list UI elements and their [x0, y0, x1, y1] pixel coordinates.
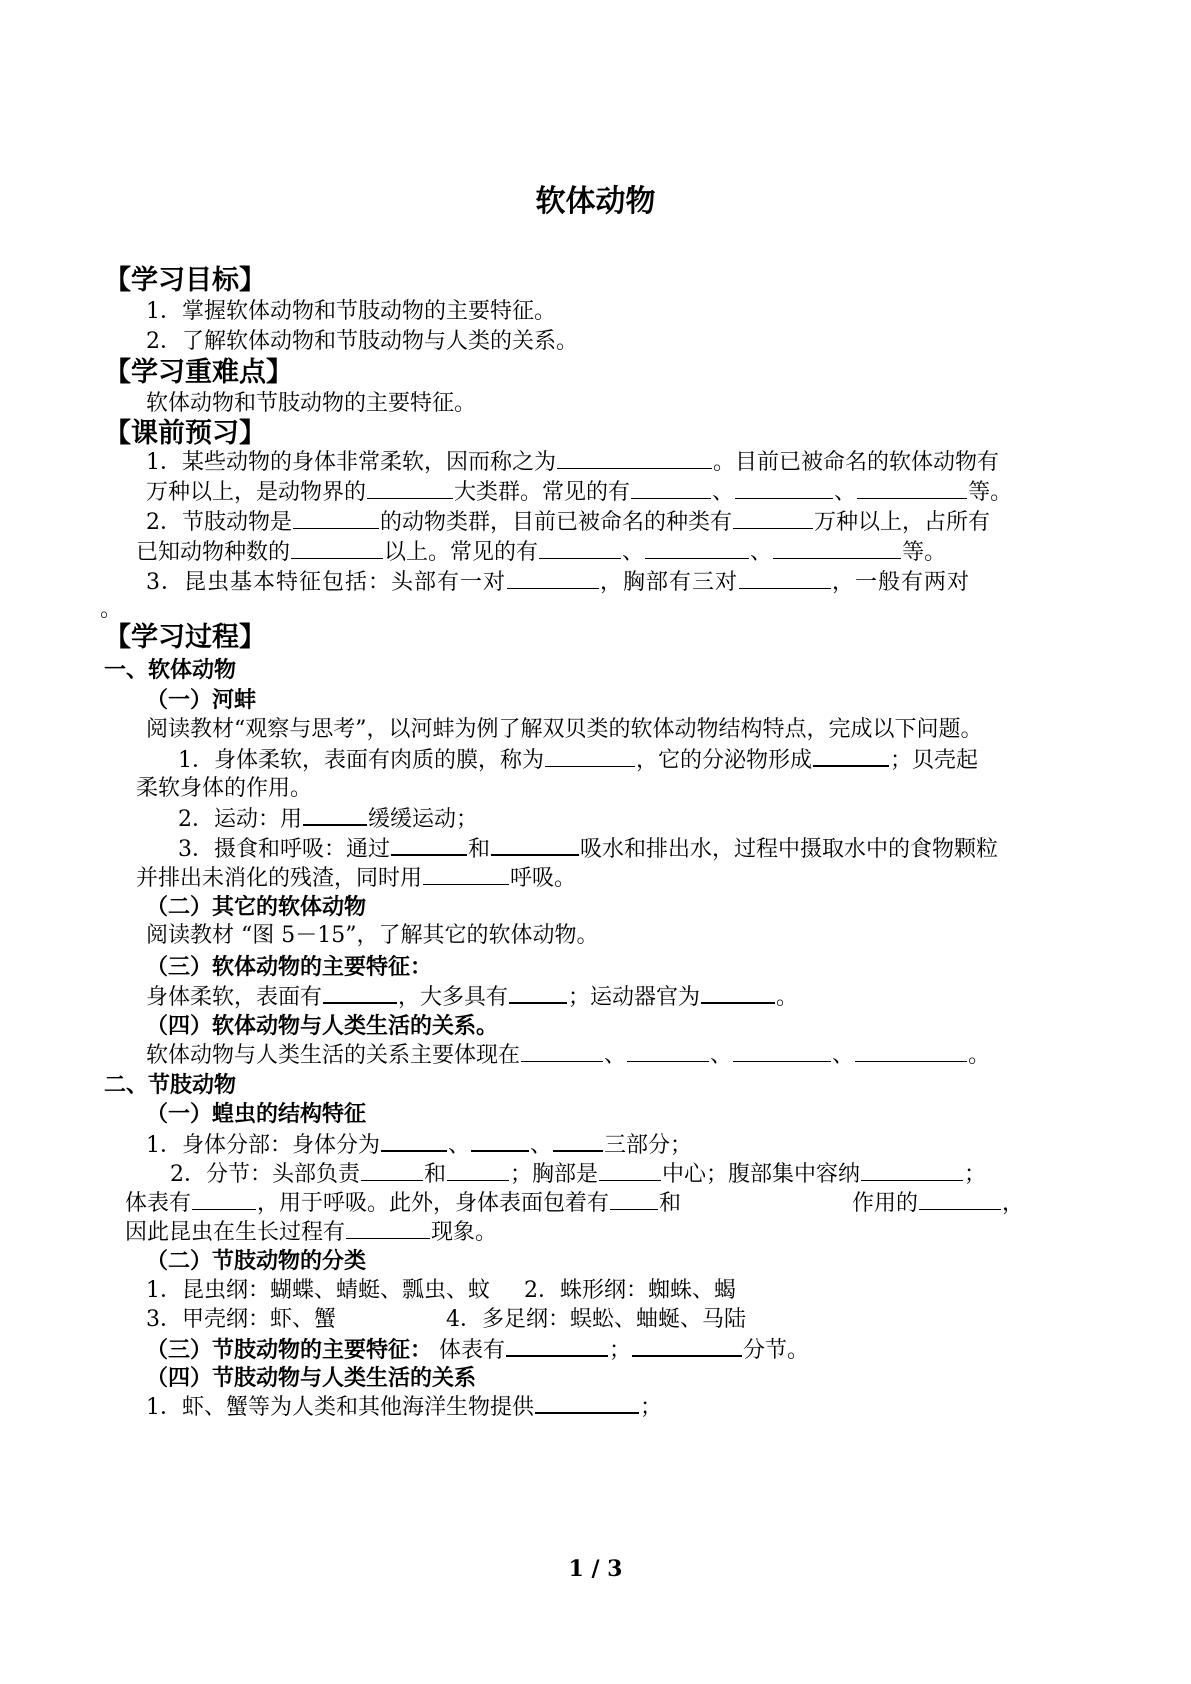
- key-points-text: 软体动物和节肢动物的主要特征。: [146, 391, 477, 416]
- text: 和: [424, 1162, 447, 1187]
- goal-2: 2．了解软体动物和节肢动物与人类的关系。: [146, 329, 578, 354]
- text: 吸水和排出水，过程中摄取水中的食物颗粒: [580, 837, 999, 862]
- part1-features: [146, 982, 798, 1012]
- text: 分节。: [743, 1338, 810, 1363]
- text: 软体动物与人类生活的关系主要体现在: [146, 1043, 521, 1068]
- answer-blank[interactable]: [632, 1335, 742, 1357]
- answer-blank[interactable]: [367, 478, 453, 499]
- text: 并排出未消化的残渣，同时用: [136, 866, 423, 891]
- answer-blank[interactable]: [521, 1041, 603, 1062]
- text: 的动物类群，目前已被命名的种类有: [380, 510, 733, 535]
- preview-line-6: 。: [100, 597, 123, 622]
- answer-blank[interactable]: [861, 1160, 963, 1181]
- text: 身体柔软，表面有: [146, 985, 323, 1010]
- text: 缓缓运动；: [368, 807, 479, 832]
- text: 。: [968, 1043, 991, 1068]
- answer-blank[interactable]: [610, 1189, 658, 1210]
- part2-b3: [125, 1189, 681, 1218]
- text: 1．某些动物的身体非常柔软，因而称之为: [146, 450, 556, 475]
- answer-blank[interactable]: [491, 834, 579, 856]
- answer-blank[interactable]: [599, 1160, 661, 1181]
- text: 1．虾、蟹等为人类和其他海洋生物提供: [146, 1395, 534, 1420]
- answer-blank[interactable]: [735, 478, 833, 499]
- preview-line-3: [146, 508, 990, 537]
- part2-class-4: 4．多足纲：蜈蚣、蚰蜒、马陆: [446, 1307, 746, 1332]
- text: ，一般有两对: [832, 570, 971, 595]
- answer-blank[interactable]: [509, 982, 567, 1004]
- part2-b2: [170, 1160, 986, 1189]
- text: 中心；腹部集中容纳: [662, 1162, 861, 1187]
- answer-blank[interactable]: [733, 508, 813, 529]
- part2-relation-1: [146, 1392, 662, 1422]
- part1-q2: [178, 804, 478, 834]
- part1-sub3: （三）软体动物的主要特征：: [146, 954, 433, 980]
- answer-blank[interactable]: [471, 1130, 529, 1152]
- answer-blank[interactable]: [701, 982, 775, 1004]
- text: 因此昆虫在生长过程有: [125, 1220, 346, 1245]
- part1-q1-line1: [178, 745, 978, 775]
- goal-1: 1．掌握软体动物和节肢动物的主要特征。: [146, 299, 556, 324]
- text: 和: [659, 1191, 682, 1216]
- part2-class-2: 2．蛛形纲：蜘蛛、蝎: [524, 1278, 736, 1303]
- part2-sub4: （四）节肢动物与人类生活的关系: [146, 1365, 477, 1391]
- text: ；运动器官为: [568, 985, 701, 1010]
- answer-blank[interactable]: [391, 834, 467, 856]
- part2-features: [146, 1335, 809, 1365]
- answer-blank[interactable]: [535, 1392, 639, 1414]
- text: 、: [712, 480, 735, 505]
- answer-blank[interactable]: [733, 1041, 831, 1062]
- page-number: 1 / 3: [568, 1556, 623, 1582]
- part1-sub4: （四）软体动物与人类生活的关系。: [146, 1013, 499, 1039]
- text: ，: [1002, 1191, 1025, 1216]
- text: 、: [622, 540, 645, 565]
- part1-heading: 一、软体动物: [104, 657, 237, 683]
- part2-sub1: （一）蝗虫的结构特征: [146, 1101, 367, 1127]
- answer-blank[interactable]: [857, 478, 967, 499]
- answer-blank[interactable]: [381, 1130, 447, 1152]
- part1-read1: 阅读教材“观察与思考”，以河蚌为例了解双贝类的软体动物结构特点，完成以下问题。: [146, 717, 983, 742]
- part2-sub3: （三）节肢动物的主要特征：: [146, 1337, 433, 1363]
- answer-blank[interactable]: [813, 745, 889, 767]
- text: 。目前已被命名的软体动物有: [713, 450, 1000, 475]
- text: 、: [604, 1043, 627, 1068]
- part1-q1-line2: 柔软身体的作用。: [136, 776, 313, 801]
- text: ；: [609, 1338, 632, 1363]
- part2-b1: [146, 1130, 692, 1160]
- text: 、: [834, 480, 857, 505]
- answer-blank[interactable]: [506, 1335, 608, 1357]
- page-title: 软体动物: [535, 184, 656, 219]
- part1-relation: [146, 1041, 990, 1070]
- answer-blank[interactable]: [303, 804, 367, 826]
- text: ；: [640, 1395, 663, 1420]
- part1-q3-line2: [136, 864, 576, 893]
- text: 、: [750, 540, 773, 565]
- section-heading-process: 【学习过程】: [104, 622, 266, 653]
- text: 已知动物种数的: [136, 540, 291, 565]
- answer-blank[interactable]: [919, 1189, 1001, 1210]
- preview-line-4: [136, 538, 946, 567]
- part2-sub2: （二）节肢动物的分类: [146, 1248, 367, 1274]
- answer-blank[interactable]: [192, 1189, 256, 1210]
- text: 3．摄食和呼吸：通过: [178, 837, 390, 862]
- text: 作用的: [852, 1191, 919, 1216]
- answer-blank[interactable]: [645, 538, 749, 559]
- part2-class-1: 1．昆虫纲：蝴蝶、蜻蜓、瓢虫、蚊: [146, 1278, 490, 1303]
- text: 。: [776, 985, 799, 1010]
- part2-class-3: 3．甲壳纲：虾、蟹: [146, 1307, 336, 1332]
- section-heading-goals: 【学习目标】: [104, 265, 266, 296]
- answer-blank[interactable]: [539, 538, 621, 559]
- text: 以上。常见的有: [384, 540, 539, 565]
- part2-heading: 二、节肢动物: [104, 1072, 237, 1098]
- text: 万种以上，是动物界的: [146, 480, 367, 505]
- text: ，它的分泌物形成: [636, 748, 813, 773]
- text: 体表有: [439, 1338, 506, 1363]
- answer-blank[interactable]: [631, 478, 711, 499]
- text: 1．身体柔软，表面有肉质的膜，称为: [178, 748, 544, 773]
- answer-blank[interactable]: [545, 746, 635, 767]
- text: ；: [964, 1162, 987, 1187]
- answer-blank[interactable]: [773, 538, 901, 559]
- answer-blank[interactable]: [553, 1130, 603, 1152]
- text: 体表有: [125, 1191, 192, 1216]
- answer-blank[interactable]: [361, 1160, 423, 1181]
- text: 呼吸。: [510, 866, 577, 891]
- text: ，用于呼吸。此外，身体表面包着有: [257, 1191, 610, 1216]
- section-heading-preview: 【课前预习】: [104, 418, 266, 449]
- text: 、: [710, 1043, 733, 1068]
- text: 和: [468, 837, 491, 862]
- part1-q3-line1: [178, 834, 998, 864]
- text: 3．昆虫基本特征包括：头部有一对: [146, 570, 506, 595]
- text: 、: [530, 1133, 553, 1158]
- answer-blank[interactable]: [323, 982, 397, 1004]
- answer-blank[interactable]: [346, 1218, 430, 1239]
- text: 大类群。常见的有: [454, 480, 631, 505]
- answer-blank[interactable]: [557, 448, 712, 469]
- text: 2．分节：头部负责: [170, 1162, 360, 1187]
- text: 现象。: [431, 1220, 498, 1245]
- answer-blank[interactable]: [447, 1160, 509, 1181]
- text: 2．运动：用: [178, 807, 302, 832]
- text: 、: [448, 1133, 471, 1158]
- text: 2．节肢动物是: [146, 510, 292, 535]
- text: 三部分；: [604, 1133, 693, 1158]
- answer-blank[interactable]: [855, 1041, 967, 1062]
- text: ；胸部是: [510, 1162, 599, 1187]
- text: 万种以上，占所有: [814, 510, 991, 535]
- text: ，胸部有三对: [600, 570, 739, 595]
- part2-b3-right: [852, 1189, 1024, 1218]
- part2-b4: [125, 1218, 497, 1247]
- text: 等。: [902, 540, 947, 565]
- part1-sub1: （一）河蚌: [146, 687, 257, 713]
- text: 1．身体分部：身体分为: [146, 1133, 380, 1158]
- answer-blank[interactable]: [507, 568, 599, 589]
- text: 等。: [968, 480, 1013, 505]
- answer-blank[interactable]: [739, 568, 831, 589]
- text: 、: [832, 1043, 855, 1068]
- preview-line-1: [146, 448, 999, 477]
- answer-blank[interactable]: [627, 1041, 709, 1062]
- preview-line-5: [146, 568, 970, 597]
- text: ，大多具有: [398, 985, 509, 1010]
- preview-line-2: [146, 478, 1012, 507]
- answer-blank[interactable]: [423, 864, 509, 885]
- part1-read2: 阅读教材 “图 5－15”，了解其它的软体动物。: [146, 923, 599, 948]
- answer-blank[interactable]: [291, 538, 383, 559]
- text: ；贝壳起: [890, 748, 979, 773]
- part1-sub2: （二）其它的软体动物: [146, 894, 367, 920]
- section-heading-key-points: 【学习重难点】: [104, 357, 293, 388]
- answer-blank[interactable]: [293, 508, 379, 529]
